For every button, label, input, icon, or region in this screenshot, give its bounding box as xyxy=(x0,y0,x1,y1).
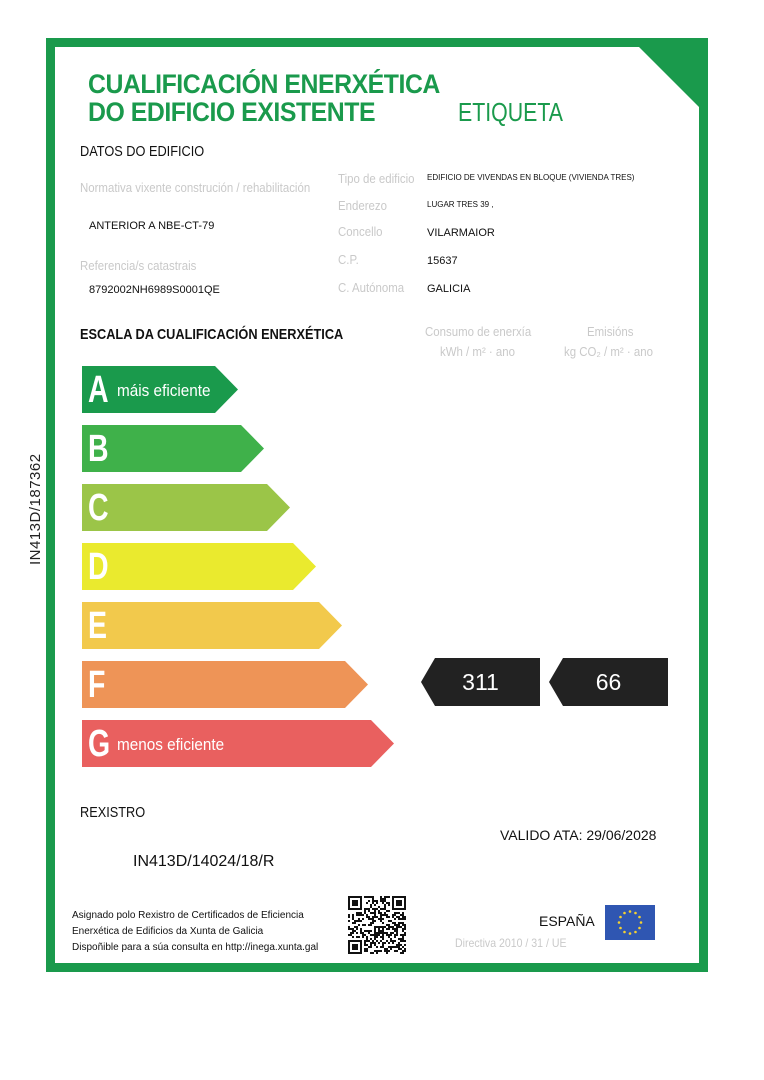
consumption-value: 311 xyxy=(462,669,499,695)
type-value: EDIFICIO DE VIVENDAS EN BLOQUE (VIVIENDA TRES) xyxy=(427,173,635,182)
consumption-rating-badge xyxy=(421,658,540,706)
registry-number: IN413D/14024/18/R xyxy=(133,853,275,870)
footer-line-2: Enerxética de Edificios da Xunta de Galicia xyxy=(72,926,264,937)
energy-class-f xyxy=(82,661,368,708)
title-line-2: DO EDIFICIO EXISTENTE xyxy=(88,97,376,127)
emissions-header: Emisións xyxy=(587,324,634,339)
class-text: máis eficiente xyxy=(117,381,211,400)
municipality-label: Concello xyxy=(338,224,383,239)
municipality-value: VILARMAIOR xyxy=(427,227,495,239)
qr-code xyxy=(348,896,406,954)
title-line-1: CUALIFICACIÓN ENERXÉTICA xyxy=(88,69,440,99)
class-letter: B xyxy=(88,428,109,470)
energy-class-e xyxy=(82,602,342,649)
address-label: Enderezo xyxy=(338,198,387,213)
footer-line-3: Dispoñible para a súa consulta en http://inega.xunta.gal xyxy=(72,942,319,953)
postal-label: C.P. xyxy=(338,252,359,267)
address-value: LUGAR TRES 39 , xyxy=(427,200,494,209)
footer-line-1: Asignado polo Rexistro de Certificados de Eficiencia xyxy=(72,910,304,921)
class-letter: C xyxy=(88,487,109,529)
emissions-rating-badge xyxy=(549,658,668,706)
class-text: menos eficiente xyxy=(117,735,225,754)
scale-section-title: ESCALA DA CUALIFICACIÓN ENERXÉTICA xyxy=(80,326,344,343)
type-label: Tipo de edificio xyxy=(338,171,415,186)
cadastral-value: 8792002NH6989S0001QE xyxy=(89,284,220,296)
energy-class-g xyxy=(82,720,394,767)
footer-note xyxy=(72,908,318,956)
community-value: GALICIA xyxy=(427,283,471,295)
energy-label-frame xyxy=(46,38,708,972)
emissions-value: 66 xyxy=(595,669,622,695)
class-letter: E xyxy=(88,605,108,647)
eu-flag-icon xyxy=(605,905,655,940)
energy-class-d xyxy=(82,543,316,590)
consumption-unit: kWh / m² · ano xyxy=(440,344,516,359)
class-letter: F xyxy=(88,664,106,706)
etiqueta-label: ETIQUETA xyxy=(458,97,564,127)
document-side-code: IN413D/187362 xyxy=(27,453,44,565)
postal-value: 15637 xyxy=(427,255,458,267)
cadastral-label: Referencia/s catastrais xyxy=(80,258,197,273)
consumption-header: Consumo de enerxía xyxy=(425,324,532,339)
corner-triangle xyxy=(638,46,700,108)
class-letter: D xyxy=(88,546,109,588)
regulation-value: ANTERIOR A NBE-CT-79 xyxy=(89,220,215,232)
building-section-title: DATOS DO EDIFICIO xyxy=(80,143,205,160)
class-letter: A xyxy=(88,369,109,411)
country-label: ESPAÑA xyxy=(539,913,595,929)
regulation-label: Normativa vixente construción / rehabilitación xyxy=(80,180,311,195)
valid-until: VALIDO ATA: 29/06/2028 xyxy=(500,827,657,843)
energy-class-c xyxy=(82,484,290,531)
emissions-unit: kg CO₂ / m² · ano xyxy=(564,344,653,359)
energy-class-a xyxy=(82,366,238,413)
community-label: C. Autónoma xyxy=(338,280,405,295)
eu-directive: Directiva 2010 / 31 / UE xyxy=(455,936,567,950)
class-letter: G xyxy=(88,723,111,765)
registry-section-title: REXISTRO xyxy=(80,804,146,821)
energy-class-b xyxy=(82,425,264,472)
